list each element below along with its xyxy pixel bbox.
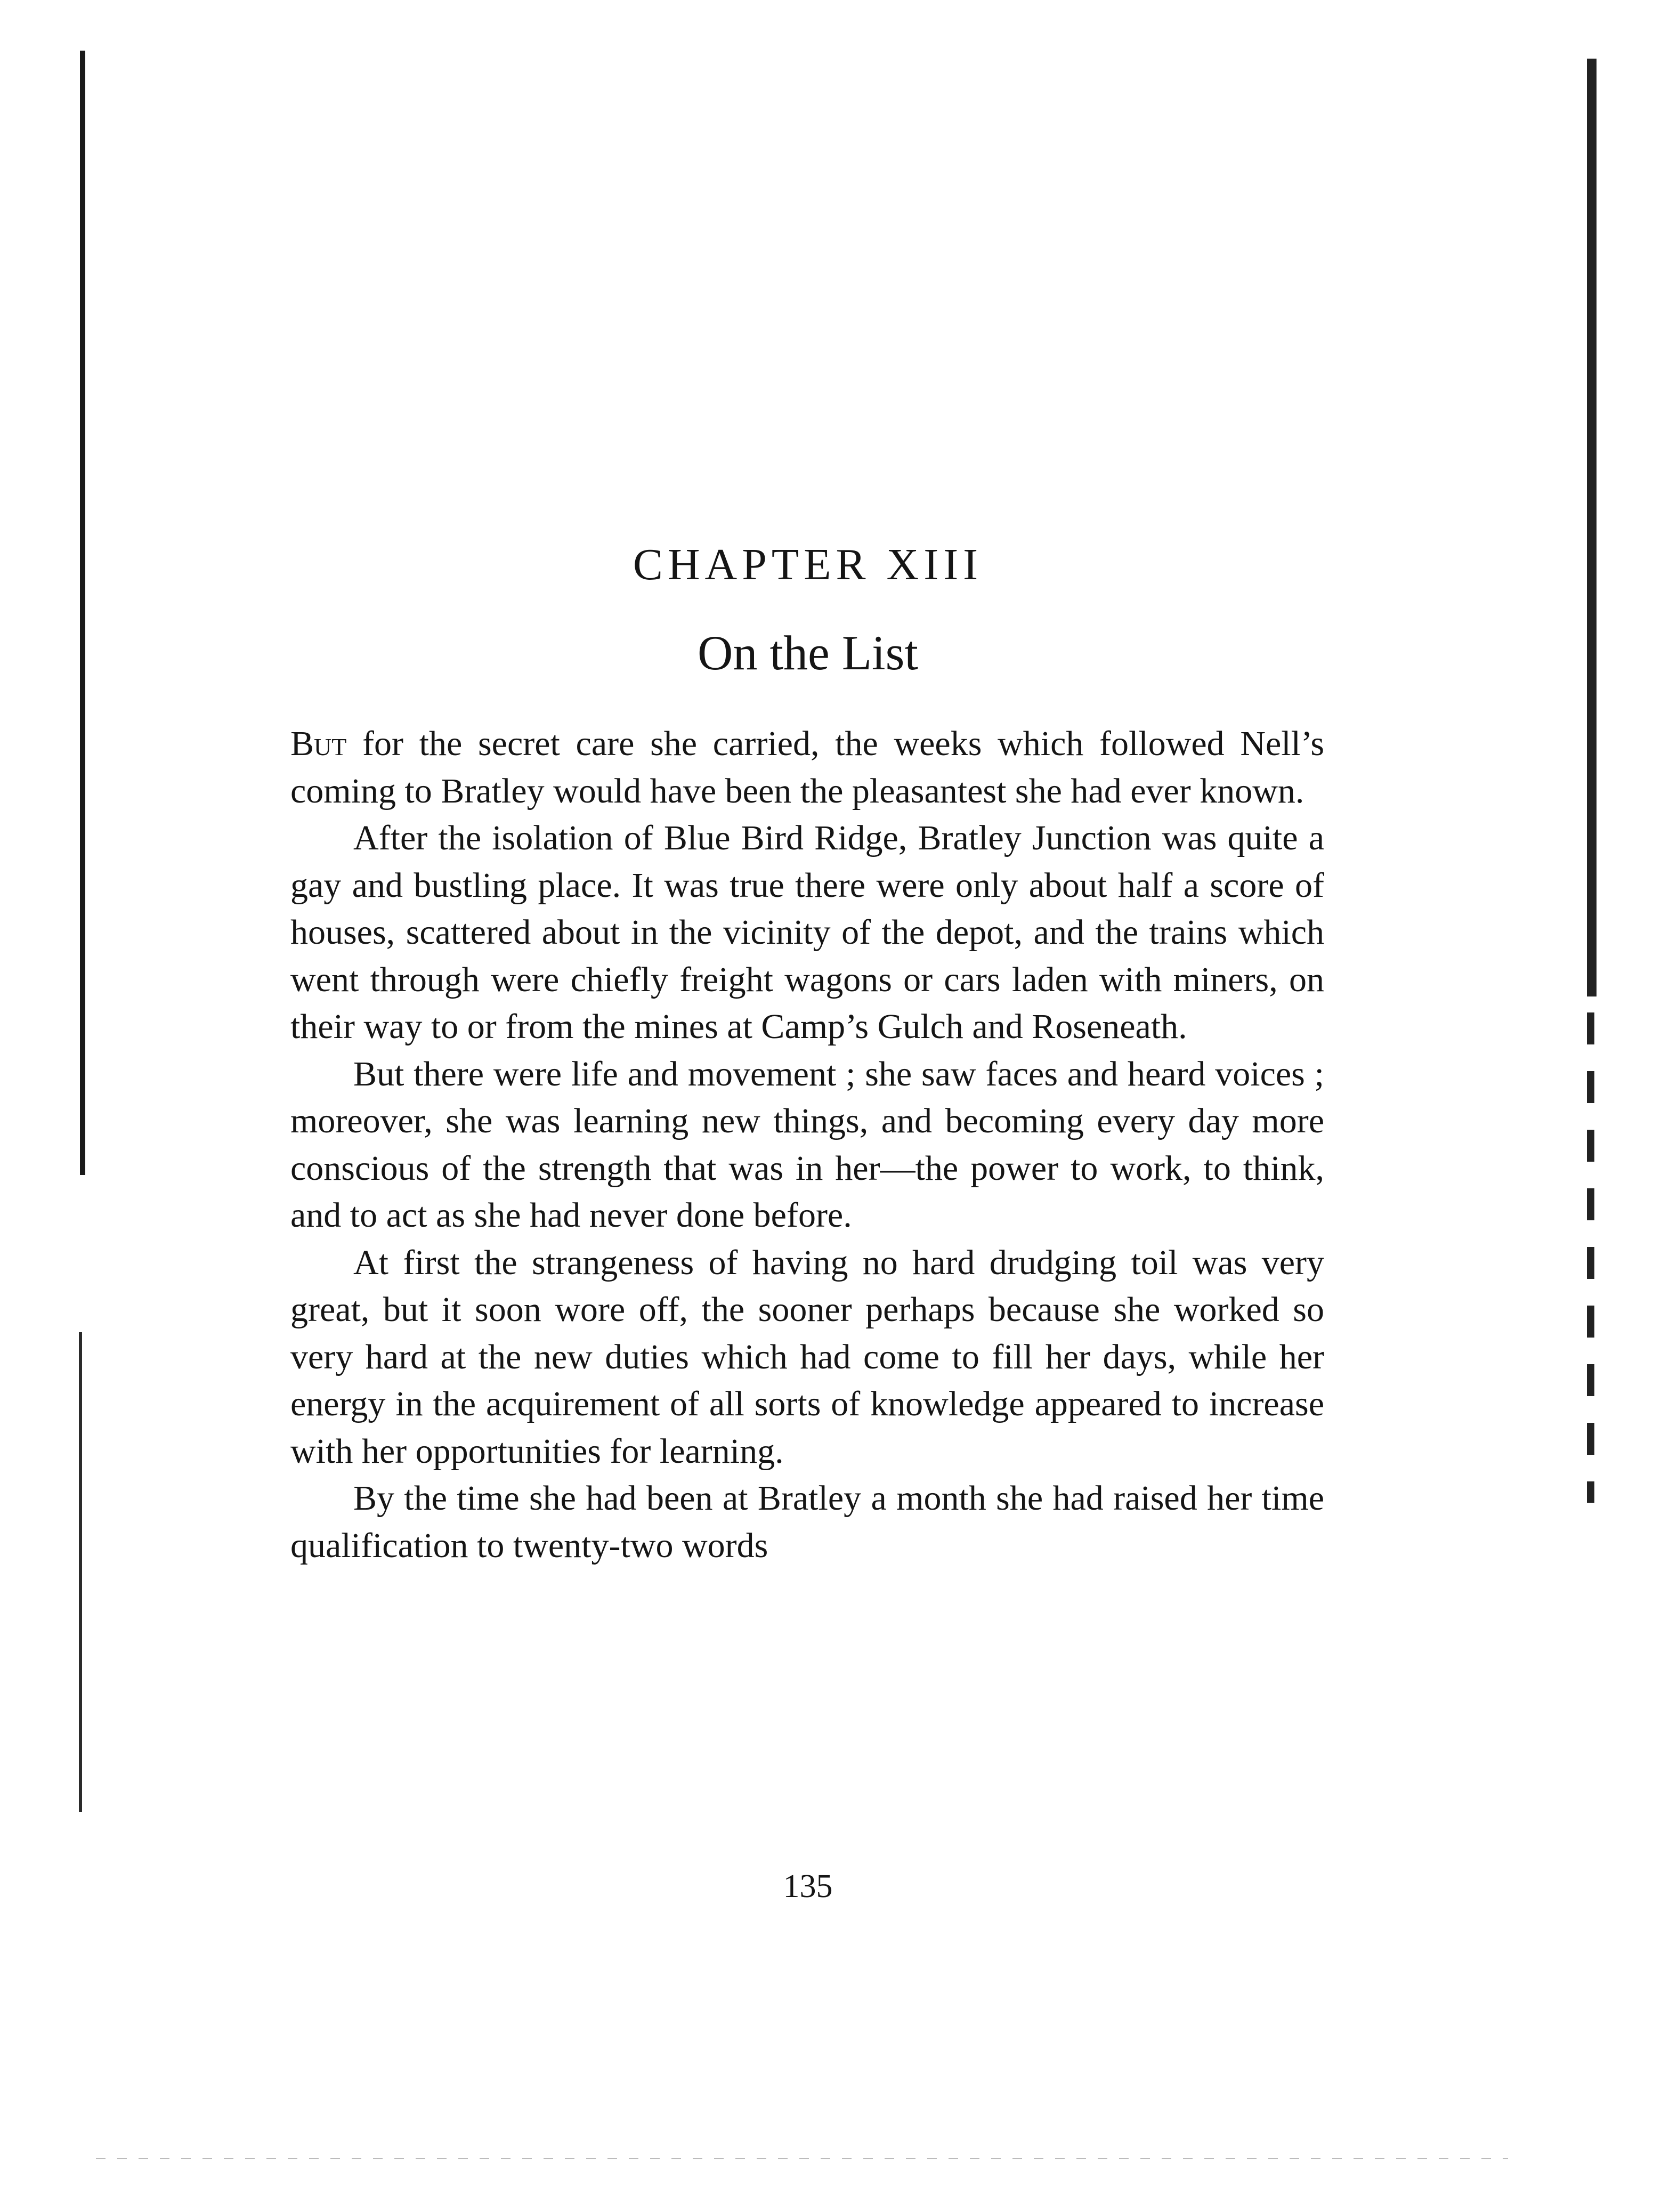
page-edge-right-lower [1587,1012,1594,1503]
chapter-title: On the List [698,626,918,680]
page-edge-right [1587,59,1597,996]
paragraph-4: At first the strangeness of having no hard drudging toil was very great, but it soon wore off, the sooner perhaps because she worked so very hard at the new duties which had come to fill her days, while her energy in the acquirement of all sorts of knowledge appeared to increase with her opportunities for learning. [290,1243,1324,1471]
chapter-body [290,720,1324,1569]
scan-bottom-edge [96,2158,1508,2159]
paragraph-2: After the isolation of Blue Bird Ridge, Bratley Junction was quite a gay and bustling place. It was true there were only about half a score of houses, scattered about in the vicinity of the depot, and the trains which went through were chiefly freight wagons or cars laden with miners, on their way to or from the mines at Camp’s Gulch and Roseneath. [290,819,1324,1046]
binding-edge-left-lower [79,1332,82,1812]
paragraph-opening-small-caps: But [290,724,347,763]
page-number: 135 [783,1868,833,1905]
paragraph-5: By the time she had been at Bratley a month she had raised her time qualification to twenty-two words [290,1479,1324,1565]
binding-edge-left [80,51,85,1175]
paragraph-1 [290,720,1324,815]
chapter-number-heading: CHAPTER XIII [633,540,983,589]
paragraph-1-text: for the secret care she carried, the weeks which followed Nell’s coming to Bratley would have been the pleasantest she had ever known. [290,724,1324,811]
paragraph-3: But there were life and movement ; she saw faces and heard voices ; moreover, she was learning new things, and becoming every day more conscious of the strength that was in her—the power to work, to think, and to act as she had never done before. [290,1054,1324,1235]
